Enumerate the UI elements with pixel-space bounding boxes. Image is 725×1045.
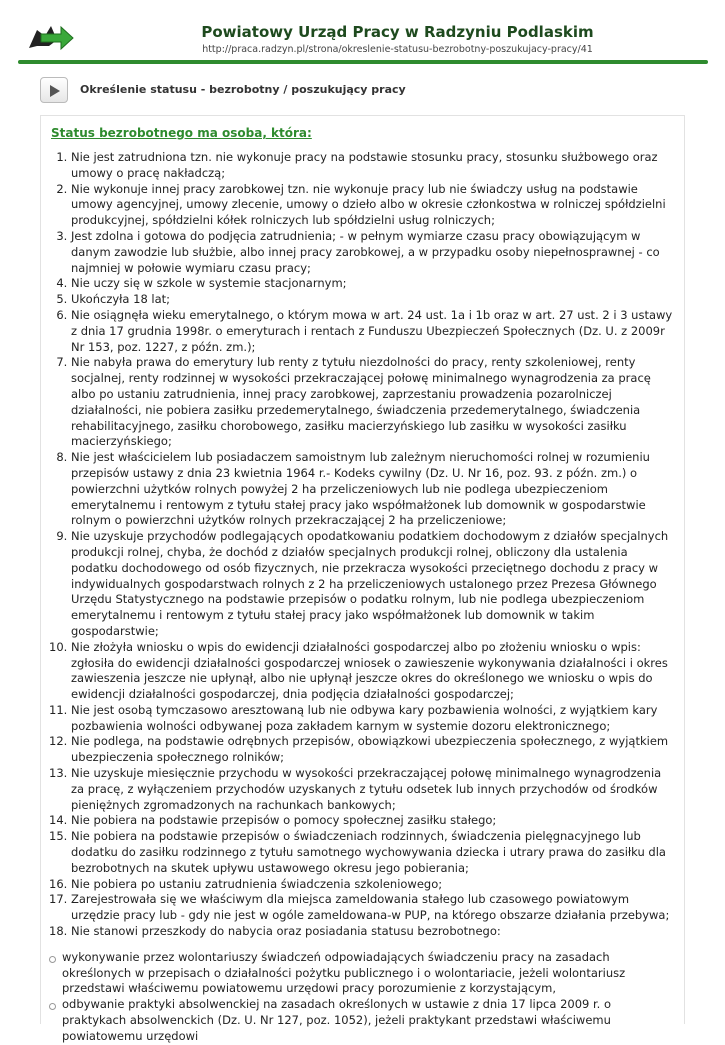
list-item: 14. Nie pobiera na podstawie przepisów o pomocy społecznej zasiłku stałego; [71,813,673,829]
list-item: 11. Nie jest osobą tymczasowo aresztowaną lub nie odbywa kary pozbawienia wolności, z wyjątkiem kary pozbawienia wolności odbywanej poza zakładem karnym w systemie dozoru elektronicznego; [71,703,673,735]
list-item-text: Nie stanowi przeszkody do nabycia oraz posiadania statusu bezrobotnego: [71,924,501,939]
list-item: 4. Nie uczy się w szkole w systemie stacjonarnym; [71,276,673,292]
section-title: Określenie statusu - bezrobotny / poszukujący pracy [80,83,406,96]
exceptions-sublist [49,950,673,1045]
list-item: 6. Nie osiągnęła wieku emerytalnego, o którym mowa w art. 24 ust. 1a i 1b oraz w art. 27 ust. 2 i 3 ustawy z dnia 17 grudnia 1998r. o emeryturach i rentach z Funduszu Ubezpieczeń Społecznych (Dz. U. z 2009r Nr 153, poz. 1227, z późn. zm.); [71,308,673,355]
list-item: 17. Zarejestrowała się we właściwym dla miejsca zameldowania stałego lub czasowego powiatowym urzędzie pracy lub - gdy nie jest w ogóle zameldowana-w PUP, na którego obszarze działania przebywa; [71,892,673,924]
status-heading: Status bezrobotnego ma osoba, która: [51,126,312,140]
list-item: 9. Nie uzyskuje przychodów podlegających opodatkowaniu podatkiem dochodowym z działów specjalnych produkcji rolnej, chyba, że dochód z działów specjalnych produkcji rolnej, obliczony dla ustalenia podatku dochodowego od osób fizycznych, nie przekracza wysokości przeciętnego dochodu z pracy w indywidualnych gospodarstwach rolnych z 2 ha przeliczeniowych ustalonego przez Prezesa Głównego Urzędu Statystycznego na podstawie przepisów o podatku rolnym, lub nie podlega ubezpieczeniom emerytalnemu i rentowym z tytułu stałej pracy jako współmałżonek lub domownik w takim gospodarstwie; [71,529,673,640]
site-header [0,0,725,68]
section-header [38,76,698,106]
list-item: 5. Ukończyła 18 lat; [71,292,673,308]
page-url: http://praca.radzyn.pl/strona/okreslenie-statusu-bezrobotny-poszukujacy-pracy/41 [202,44,593,55]
sublist-item: odbywanie praktyki absolwenckiej na zasadach określonych w ustawie z dnia 17 lipca 2009 r. o praktykach absolwenckich (Dz. U. Nr 127, poz. 1052), jeżeli praktykant przedstawi właściwemu powiatowemu urzędowi [49,997,673,1044]
list-item: 2. Nie wykonuje innej pracy zarobkowej tzn. nie wykonuje pracy lub nie świadczy usług na podstawie umowy agencyjnej, umowy zlecenie, umowy o dzieło albo w okresie członkostwa w rolniczej spółdzielni produkcyjnej, spółdzielni kółek rolniczych lub spółdzielni usług rolniczych; [71,182,673,229]
content-panel [40,115,685,1043]
sublist-item: wykonywanie przez wolontariuszy świadczeń odpowiadających świadczeniu pracy na zasadach określonych w przepisach o działalności pożytku publicznego i o wolontariacie, jeżeli wolontariusz przedstawi właściwemu powiatowemu urzędowi pracy porozumienie z korzystającym, [49,950,673,997]
list-item: 12. Nie podlega, na podstawie odrębnych przepisów, obowiązkowi ubezpieczenia społecznego, z wyjątkiem ubezpieczenia społecznego rolników; [71,734,673,766]
criteria-list [41,150,673,1045]
list-item: 13. Nie uzyskuje miesięcznie przychodu w wysokości przekraczającej połowę minimalnego wynagrodzenia za pracę, z wyłączeniem przychodów uzyskanych z tytułu odsetek lub innych przychodów od środków pieniężnych zgromadzonych na rachunkach bankowych; [71,766,673,813]
section-arrow-button[interactable] [40,77,68,103]
list-item: 3. Jest zdolna i gotowa do podjęcia zatrudnienia; - w pełnym wymiarze czasu pracy obowiązującym w danym zawodzie lub służbie, albo innej pracy zarobkowej, a w przypadku osoby niepełnosprawnej - co najmniej w połowie wymiaru czasu pracy; [71,229,673,276]
list-item-with-sublist [62,924,673,1045]
list-item: 16. Nie pobiera po ustaniu zatrudnienia świadczenia szkoleniowego; [71,877,673,893]
list-item: 7. Nie nabyła prawa do emerytury lub renty z tytułu niezdolności do pracy, renty szkoleniowej, renty socjalnej, renty rodzinnej w wysokości przekraczającej połowę minimalnego wynagrodzenia za pracę albo po ustaniu zatrudnienia, innej pracy zarobkowej, zaprzestaniu prowadzenia pozarolniczej działalności, nie pobiera zasiłku przedemerytalnego, świadczenia przedemerytalnego, świadczenia rehabilitacyjnego, zasiłku chorobowego, zasiłku macierzyńskiego lub zasiłku w wysokości zasiłku macierzyńskiego; [71,355,673,450]
arrow-right-icon [49,84,61,98]
header-divider [18,60,708,64]
list-item: 10. Nie złożyła wniosku o wpis do ewidencji działalności gospodarczej albo po złożeniu wniosku o wpis: zgłosiła do ewidencji działalności gospodarczej wniosek o zawieszenie wykonywania działalności i okres zawieszenia jeszcze nie upłynął, albo nie upłynął jeszcze okres do określonego we wniosku o wpis do ewidencji działalności gospodarczej, dnia podjęcia działalności gospodarczej; [71,640,673,703]
site-title[interactable]: Powiatowy Urząd Pracy w Radzyniu Podlaskim [201,23,594,41]
list-item: 8. Nie jest właścicielem lub posiadaczem samoistnym lub zależnym nieruchomości rolnej w rozumieniu przepisów ustawy z dnia 23 kwietnia 1964 r.- Kodeks cywilny (Dz. U. Nr 16, poz. 93. z późn. zm.) o powierzchni użytków rolnych powyżej 2 ha przeliczeniowych lub nie podlega ubezpieczeniom emerytalnemu i rentowym z tytułu stałej pracy jako współmałżonek lub domownik w gospodarstwie rolnym o powierzchni użytków rolnych przekraczającej 2 ha przeliczeniowe; [71,450,673,529]
list-item: 1. Nie jest zatrudniona tzn. nie wykonuje pracy na podstawie stosunku pracy, stosunku służbowego oraz umowy o pracę nakładczą; [71,150,673,182]
list-item: 15. Nie pobiera na podstawie przepisów o świadczeniach rodzinnych, świadczenia pielęgnacyjnego lub dodatku do zasiłku rodzinnego z tytułu samotnego wychowywania dziecka i utrary prawa do zasiłku dla bezrobotnych na skutek upływu ustawowego okresu jego pobierania; [71,829,673,876]
